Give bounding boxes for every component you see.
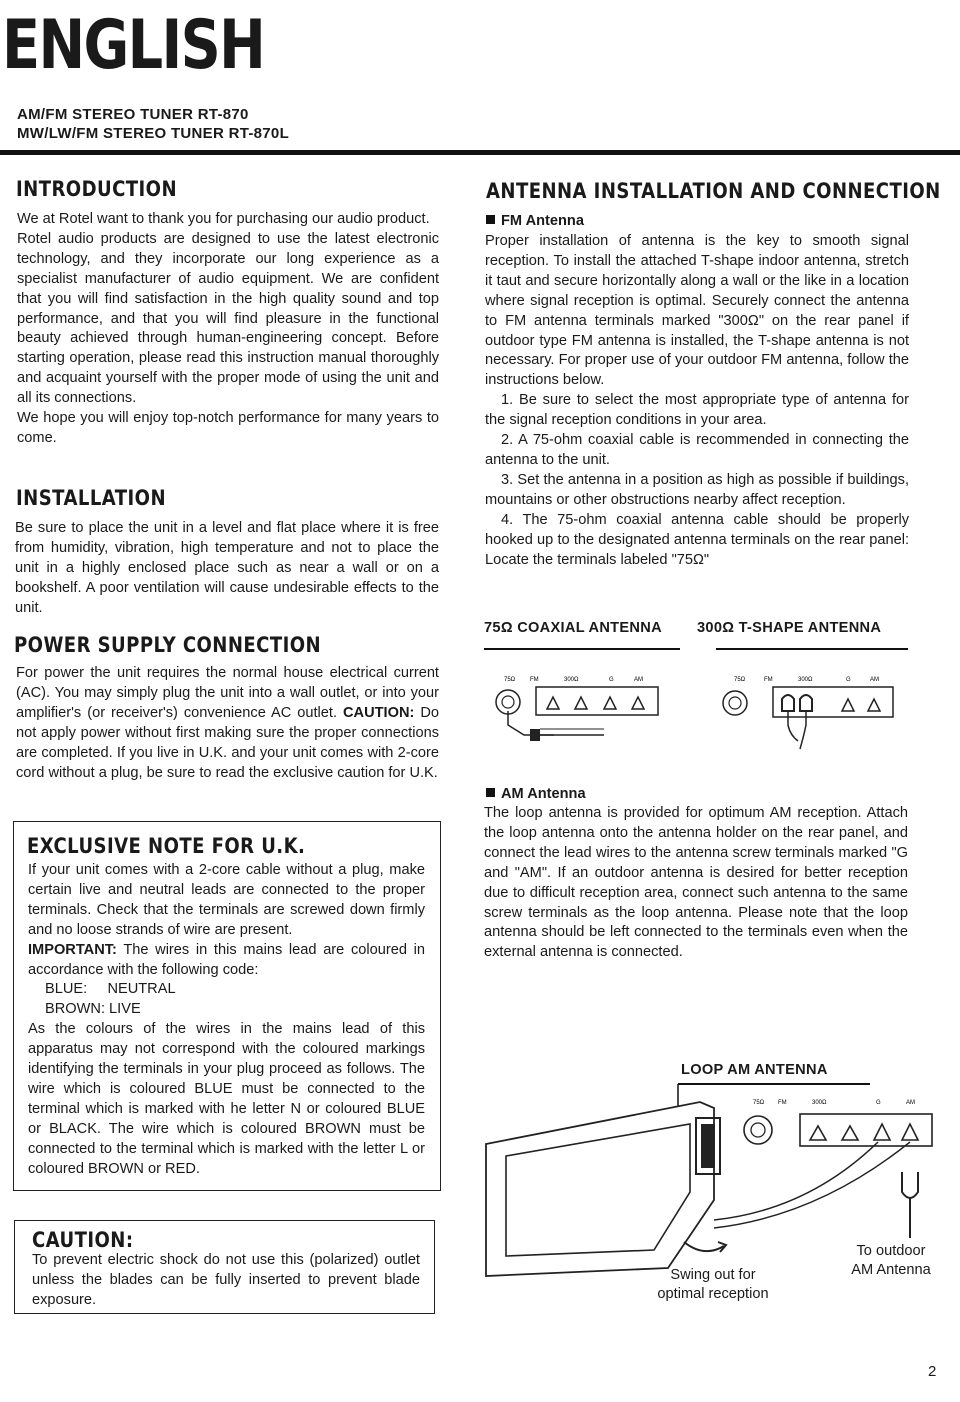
terminal-label-fm: FM — [764, 677, 773, 683]
fm-step: 2. A 75-ohm coaxial cable is recommended in connecting the antenna to the unit. — [485, 432, 909, 468]
caution-box-text — [32, 1251, 420, 1311]
fm-paragraph: Proper installation of antenna is the key to smooth signal reception. To install the attached T-shape indoor antenna, stretch it taut and secure horizontally along a wall or the like in a location where signal reception is optimal. Securely connect the antenna to FM antenna terminals marked "300Ω" on the rear panel if outdoor type FM antenna is installed, the T-shape antenna is not necessary. For proper use of your outdoor FM antenna, follow the instructions below. — [485, 233, 909, 389]
am-antenna-text — [484, 804, 908, 963]
terminal-label-300: 300Ω — [812, 1100, 827, 1106]
fm-step: 3. Set the antenna in a position as high as possible if buildings, mountains or other obstructions nearby affect reception. — [485, 471, 909, 508]
terminal-label-g: G — [846, 677, 851, 683]
fm-antenna-title-text: FM Antenna — [501, 213, 584, 229]
am-antenna-title-text: AM Antenna — [501, 786, 586, 802]
header-rule — [0, 150, 960, 155]
terminal-label-am: AM — [870, 677, 879, 683]
fm-step: 1. Be sure to select the most appropriate type of antenna for the signal reception conditions in your area. — [485, 392, 909, 429]
caution-text: Do not apply power without first making sure the proper connections are completed. If you live in U.K. and your unit comes with 2-core cord without a plug, be sure to read the exclusive caution for U.K. — [16, 704, 440, 781]
tshape-antenna-label: 300Ω T-SHAPE ANTENNA — [697, 620, 882, 636]
terminal-label-fm: FM — [530, 677, 539, 683]
terminal-label-fm: FM — [778, 1100, 787, 1106]
page-title: ENGLISH — [2, 6, 265, 85]
bullet-square-icon — [486, 788, 495, 797]
intro-paragraph: We at Rotel want to thank you for purchasing our audio product. — [17, 211, 430, 227]
terminal-label-am: AM — [906, 1100, 915, 1106]
terminal-label-75: 75Ω — [734, 677, 746, 683]
introduction-text — [17, 210, 439, 449]
terminal-label-g: G — [609, 677, 614, 683]
swing-out-label — [638, 1266, 788, 1304]
am-paragraph: The loop antenna is provided for optimum AM reception. Attach the loop antenna onto the antenna holder on the rear panel, and connect the lead wires to the antenna screw terminals marked "G and "AM". If an outdoor antenna is desired for better reception due to difficult reception area, connect such antenna to the same screw terminals as the loop antenna. Please note that the loop antenna should be left connected to the terminals even when the external antenna is connected. — [484, 805, 908, 961]
model-line-1: AM/FM STEREO TUNER RT-870 — [17, 106, 249, 123]
power-supply-heading: POWER SUPPLY CONNECTION — [14, 633, 322, 657]
coaxial-terminal-panel — [496, 677, 658, 741]
model-line-2: MW/LW/FM STEREO TUNER RT-870L — [17, 125, 290, 142]
am-antenna-title — [486, 784, 586, 804]
power-supply-text — [16, 664, 439, 783]
introduction-heading: INTRODUCTION — [16, 177, 177, 201]
uk-note-paragraph: As the colours of the wires in the mains lead of this apparatus may not correspond with the coloured markings identifying the terminals in your plug proceed as follows. The wire which is coloured BLUE must be connected to the terminal which is marked with he letter N or coloured BLUE or BLACK. The wire which is coloured BROWN must be connected to the terminal which is marked with the letter L or coloured BROWN or RED. — [28, 1021, 425, 1177]
caution-box-paragraph: To prevent electric shock do not use this (polarized) outlet unless the blades can be fully inserted to prevent blade exposure. — [32, 1252, 420, 1308]
antenna-heading: ANTENNA INSTALLATION AND CONNECTION — [486, 179, 941, 203]
intro-paragraph: Rotel audio products are designed to use the latest electronic technology, and they incorporate our long experience as a specialist manufacturer of audio equipment. We are confident that you will find satisfaction in the high quality sound and top performance, and that you will find pleasure in the functional beauty achieved through human-engineering concept. Before starting operation, please read this instruction manual thoroughly and acquaint yourself with the proper mode of using the unit and all its connections. — [17, 230, 439, 407]
fm-step: 4. The 75-ohm coaxial antenna cable should be properly hooked up to the designated antenna terminals on the rear panel: Locate the terminals labeled "75Ω" — [485, 511, 909, 568]
screw-terminals-icon — [547, 697, 644, 709]
terminal-label-75: 75Ω — [753, 1100, 765, 1106]
bullet-square-icon — [486, 215, 495, 224]
coaxial-jack-icon — [723, 691, 747, 715]
outdoor-label-line: AM Antenna — [851, 1262, 931, 1278]
terminal-label-75: 75Ω — [504, 677, 516, 683]
loop-antenna-frame — [486, 1102, 720, 1276]
outdoor-label-line: To outdoor — [856, 1243, 926, 1259]
caution-box-heading: CAUTION: — [32, 1228, 134, 1252]
installation-paragraph: Be sure to place the unit in a level and flat place where it is free from humidity, vibration, high temperature and not to place the unit in a highly enclosed place such as near a wall or on a bookshelf. A poor ventilation will cause undesirable effects to the unit. — [15, 520, 439, 616]
power-supply-paragraph: For power the unit requires the normal house electrical current (AC). You may simply plug the unit into a wall outlet, or into your amplifier's (or receiver's) convenience AC outlet. — [16, 665, 439, 721]
fm-terminal-diagram — [484, 645, 914, 755]
swing-label-line: Swing out for — [670, 1267, 756, 1283]
fm-antenna-text — [485, 232, 909, 570]
coaxial-jack-icon — [744, 1116, 772, 1144]
important-label: IMPORTANT: — [28, 941, 117, 958]
terminal-label-300: 300Ω — [564, 677, 579, 683]
wire-code-blue: BLUE: NEUTRAL — [45, 981, 176, 998]
uk-note-text — [28, 861, 425, 1180]
screw-terminals-icon — [842, 699, 880, 711]
coaxial-antenna-label: 75Ω COAXIAL ANTENNA — [484, 620, 662, 636]
uk-note-heading: EXCLUSIVE NOTE FOR U.K. — [27, 834, 306, 858]
outdoor-lead-icon — [902, 1172, 918, 1198]
outdoor-antenna-label — [836, 1242, 946, 1280]
wire-code-brown: BROWN: LIVE — [45, 1001, 141, 1018]
installation-heading: INSTALLATION — [16, 486, 167, 510]
swing-label-line: optimal reception — [657, 1286, 769, 1302]
installation-text — [15, 519, 439, 619]
page-number: 2 — [928, 1363, 937, 1380]
terminal-label-am: AM — [634, 677, 643, 683]
swing-arrow-icon — [684, 1242, 724, 1251]
screw-terminals-icon — [810, 1124, 918, 1140]
uk-note-paragraph: If your unit comes with a 2-core cable without a plug, make certain live and neutral leads are connected to the proper terminals. Check that the terminals are screwed down firmly and no loose strands of wire are present. — [28, 862, 425, 938]
fm-antenna-title — [486, 211, 584, 231]
caution-label: CAUTION: — [343, 704, 415, 721]
terminal-label-300: 300Ω — [798, 677, 813, 683]
terminal-label-g: G — [876, 1100, 881, 1106]
important-text: The wires in this mains lead are coloured in accordance with the following code: — [28, 941, 425, 978]
intro-paragraph: We hope you will enjoy top-notch performance for many years to come. — [17, 410, 439, 446]
tshape-terminal-panel — [723, 677, 893, 749]
loop-am-antenna-label: LOOP AM ANTENNA — [681, 1062, 828, 1078]
coaxial-jack-icon — [496, 690, 520, 714]
